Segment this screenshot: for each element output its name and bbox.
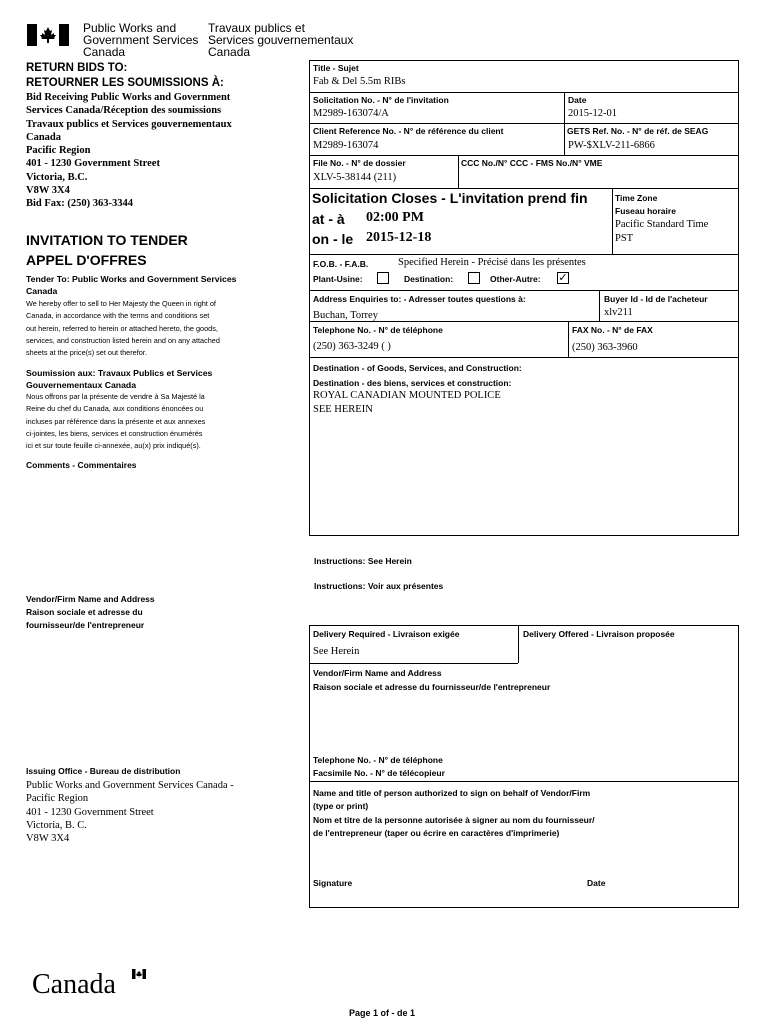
- destination-goods-value: ROYAL CANADIAN MOUNTED POLICE SEE HEREIN: [313, 390, 501, 415]
- issuing-office-address: Public Works and Government Services Canada - Pacific Region 401 - 1230 Government Street Victoria, B. C. V8W 3X4: [26, 780, 234, 845]
- solicitation-closes-label: Solicitation Closes - L'invitation prend fin: [312, 190, 588, 206]
- other-autre-checkbox[interactable]: ✓: [558, 271, 568, 284]
- fax-value: (250) 363-3960: [572, 342, 638, 353]
- signature-label: Signature: [313, 878, 353, 888]
- vendor-telephone-label: Telephone No. - N° de téléphone: [313, 755, 443, 765]
- telephone-value: (250) 363-3249 ( ): [313, 341, 391, 352]
- vendor-facsimile-label: Facsimile No. - N° de télécopieur: [313, 768, 445, 778]
- closing-time-value: 02:00 PM: [366, 210, 424, 225]
- client-ref-value: M2989-163074: [313, 140, 379, 151]
- destination-checkbox[interactable]: [468, 272, 480, 284]
- instructions-en: Instructions: See Herein: [314, 556, 412, 566]
- canada-wordmark: Canada: [32, 965, 116, 1005]
- solicitation-no-label: Solicitation No. - N° de l'invitation: [313, 95, 449, 105]
- issuing-office-label: Issuing Office - Bureau de distribution: [26, 766, 181, 776]
- tender-to: Tender To: Public Works and Government Services Canada: [26, 274, 237, 296]
- vendor-firm-label: Vendor/Firm Name and Address Raison sociale et adresse du fournisseur/de l'entrepreneur: [313, 668, 551, 692]
- destination-label: Destination:: [404, 274, 454, 284]
- delivery-required-value: See Herein: [313, 646, 360, 657]
- time-zone-value: Pacific Standard Time PST: [615, 219, 709, 244]
- invitation-to-tender-heading: INVITATION TO TENDER APPEL D'OFFRES: [26, 232, 188, 268]
- return-bids-address: Bid Receiving Public Works and Government Services Canada/Réception des soumissions Travaux publics et Services gouvernementaux Canada Pacific Region 401 - 1230 Government Street Victoria, B.C. V8W 3X4 Bid Fax: (250) 363-3344: [26, 92, 232, 210]
- gets-ref-label: GETS Ref. No. - N° de réf. de SEAG: [567, 126, 709, 136]
- buyer-id-label: Buyer Id - Id de l'acheteur: [604, 294, 708, 304]
- plant-usine-label: Plant-Usine:: [313, 274, 363, 284]
- telephone-label: Telephone No. - N° de téléphone: [313, 325, 443, 335]
- return-bids-heading: RETURN BIDS TO: RETOURNER LES SOUMISSIONS À:: [26, 62, 224, 89]
- page-number: Page 1 of - de 1: [349, 1008, 416, 1018]
- soumission-aux: Soumission aux: Travaux Publics et Services Gouvernementaux Canada: [26, 368, 213, 390]
- other-autre-label: Other-Autre:: [490, 274, 541, 284]
- file-no-value: XLV-5-38144 (211): [313, 172, 397, 183]
- at-label: at - à: [312, 211, 345, 227]
- title-label: Title - Sujet: [313, 63, 359, 73]
- wordmark-flag-icon: [132, 969, 146, 979]
- fax-label: FAX No. - N° de FAX: [572, 325, 653, 335]
- delivery-required-label: Delivery Required - Livraison exigée: [313, 629, 460, 639]
- comments-label: Comments - Commentaires: [26, 460, 137, 470]
- ccc-no-label: CCC No./N° CCC - FMS No./N° VME: [461, 158, 603, 168]
- authorized-person-label: Name and title of person authorized to sign on behalf of Vendor/Firm (type or print) Nom et titre de la personne autorisée à signer au nom du fournisseur/ de l'entrepreneur (taper ou écrire en caractères d'imprimerie): [313, 788, 595, 838]
- vendor-label-left: Vendor/Firm Name and Address Raison sociale et adresse du fournisseur/de l'entrepreneur: [26, 594, 155, 630]
- date-label: Date: [568, 95, 587, 105]
- signature-date-label: Date: [587, 878, 606, 888]
- offer-text-fr: Nous offrons par la présente de vendre à Sa Majesté la Reine du chef du Canada, aux conditions énoncées ou incluses par référence dans la présente et aux annexes ci-jointes, les biens, services et construction énumérés ici et sur toute feuille ci-annexée, au(x) prix indiqué(s).: [26, 392, 206, 451]
- address-enquiries-value: Buchan, Torrey: [313, 310, 378, 321]
- fob-value: Specified Herein - Précisé dans les présentes: [398, 257, 586, 268]
- address-enquiries-label: Address Enquiries to: - Adresser toutes questions à:: [313, 294, 526, 304]
- department-name-fr: Travaux publics et Services gouvernementaux Canada: [208, 21, 354, 59]
- file-no-label: File No. - N° de dossier: [313, 158, 406, 168]
- solicitation-no-value: M2989-163074/A: [313, 108, 389, 119]
- time-zone-label: Time Zone Fuseau horaire: [615, 193, 676, 216]
- offer-text-en: We hereby offer to sell to Her Majesty the Queen in right of Canada, in accordance with the terms and conditions set out herein, referred to herein or attached hereto, the goods, services, and construction listed herein and on any attached sheets at the price(s) set out therefor.: [26, 299, 220, 358]
- instructions-fr: Instructions: Voir aux présentes: [314, 581, 444, 591]
- canada-flag-icon: [27, 24, 69, 46]
- client-ref-label: Client Reference No. - N° de référence du client: [313, 126, 504, 136]
- buyer-id-value: xlv211: [604, 307, 633, 318]
- destination-goods-label: Destination - of Goods, Services, and Construction: Destination - des biens, services et construction:: [313, 363, 522, 388]
- plant-usine-checkbox[interactable]: [377, 272, 389, 284]
- on-label: on - le: [312, 231, 354, 247]
- fob-label: F.O.B. - F.A.B.: [313, 259, 369, 269]
- closing-date-value: 2015-12-18: [366, 230, 432, 245]
- department-name-en: Public Works and Government Services Canada: [83, 21, 199, 59]
- date-value: 2015-12-01: [568, 108, 617, 119]
- gets-ref-value: PW-$XLV-211-6866: [568, 140, 655, 151]
- title-value: Fab & Del 5.5m RIBs: [313, 76, 406, 87]
- delivery-offered-label: Delivery Offered - Livraison proposée: [523, 629, 675, 639]
